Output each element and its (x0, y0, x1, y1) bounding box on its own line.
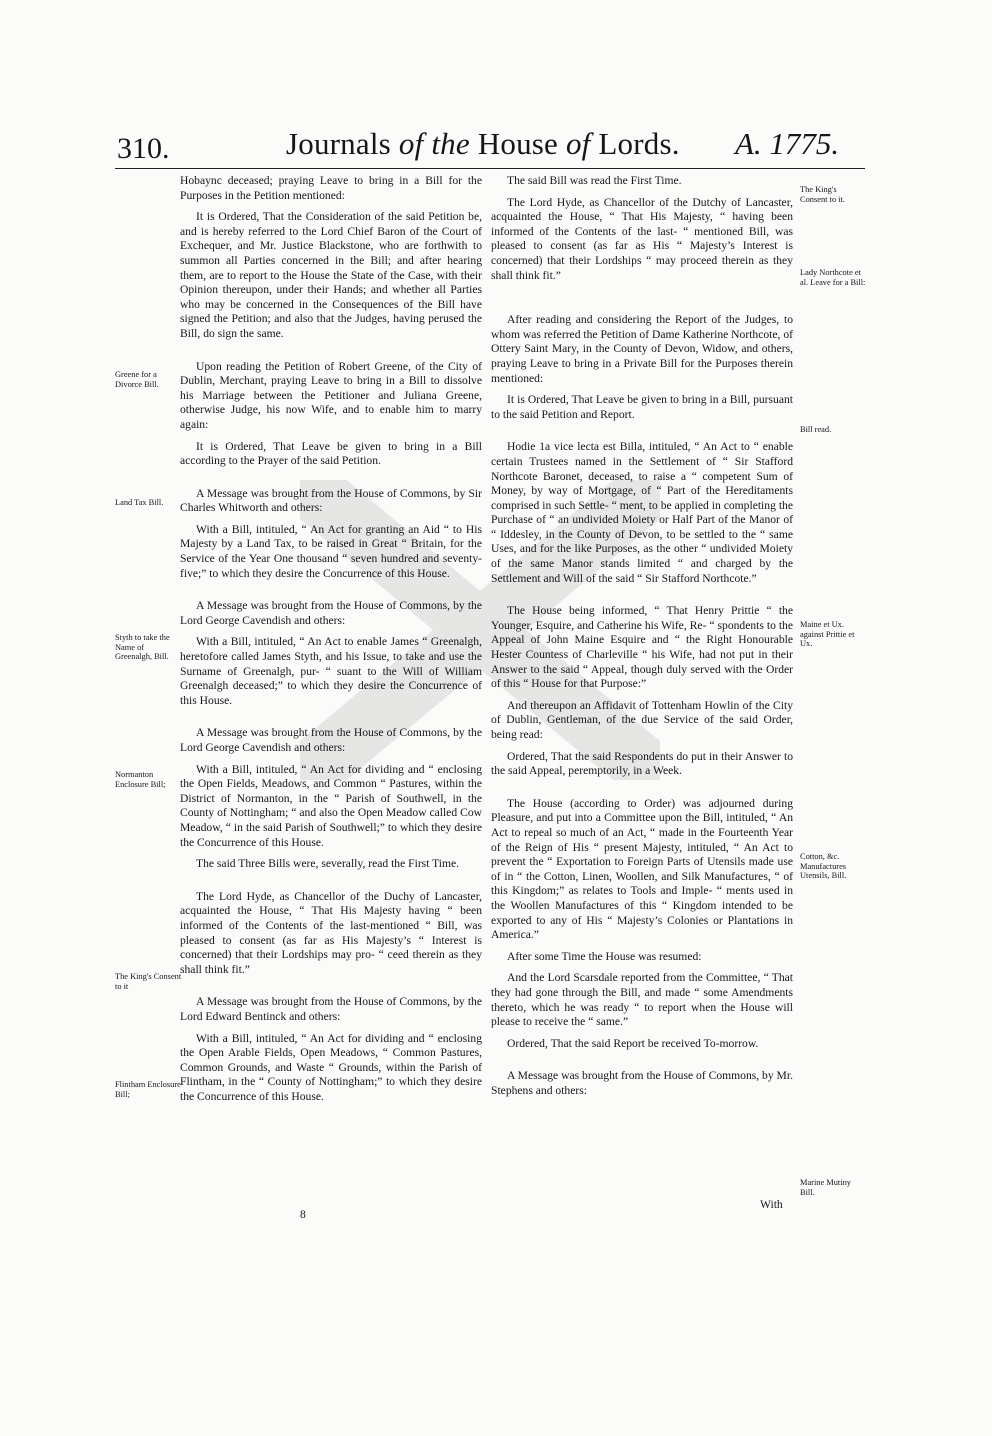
margin-note-marine: Marine Mutiny Bill. (800, 1178, 851, 1197)
paragraph: A Message was brought from the House of Commons, by the Lord George Cavendish and others: (180, 726, 482, 754)
paragraph: Hodie 1a vice lecta est Billa, intituled, “ An Act to “ enable certain Trustees named in the Settlement of “ Sir Stafford Northcote Baronet, deceased, to raise a “ competent Sum of Money, by way of Mortgage, of “ Part of the Hereditaments comprised in such Settle- “ ment, to be applied in completing the Purchase of “ an undivided Moiety or Half Part of the Manor of “ Iddesley, in the County of Devon, to be settled to the “ same Uses, and for the like Purposes, as the other “ undivided Moiety of the same Manor stands limited “ and charged by the Settlement and Will of the said “ Sir Stafford Northcote.” (491, 440, 793, 585)
margin-note-cotton: Cotton, &c. Manufactures Utensils, Bill. (800, 852, 847, 881)
left-column (180, 174, 482, 1111)
paragraph: And the Lord Scarsdale reported from the Committee, “ That they had gone through the Bill, and made “ some Amendments thereto, which he was ready “ to report when the House will please to receive the “ same.” (491, 971, 793, 1029)
title-house: House (477, 126, 558, 161)
paragraph: With a Bill, intituled, “ An Act to enable James “ Greenalgh, heretofore called James Styth, and his Issue, to take and use the Surname of Greenalgh, pur- “ suant to the Will of William Greenalgh deceased;” to which they desire the Concurrence of this House. (180, 635, 482, 707)
paragraph: Hobaync deceased; praying Leave to bring in a Bill for the Purposes in the Petition mentioned: (180, 174, 482, 202)
paragraph: The said Three Bills were, severally, read the First Time. (196, 857, 460, 871)
paragraph: With a Bill, intituled, “ An Act for dividing and “ enclosing the Open Fields, Meadows, and Common “ Pastures, within the District of Normanton, in the “ Parish of Southwell, in the County of Nottingham; “ and also the Open Meadow called Cow Meadow, “ in the said Parish of Southwell;” to which they desire the Concurrence of this House. (180, 762, 482, 849)
paragraph: After some Time the House was resumed: (507, 949, 702, 963)
margin-note-styth: Styth to take the Name of Greenalgh, Bill. (115, 633, 170, 662)
margin-note-greene: Greene for a Divorce Bill. (115, 370, 159, 389)
signature-mark: 8 (300, 1208, 306, 1221)
paragraph: A Message was brought from the House of Commons, by Sir Charles Whitworth and others: (180, 486, 482, 515)
margin-note-normanton: Normanton Enclosure Bill; (115, 770, 166, 789)
running-title (286, 126, 680, 162)
paragraph: With a Bill, intituled, “ An Act for granting an Aid “ to His Majesty by a Land Tax, to be raised in Great “ Britain, for the Service of the Year One thousand “ seven hundred and seventy-five;” to which they desire the Concurrence of this House. (180, 522, 482, 580)
paragraph: It is Ordered, That the Consideration of the said Petition be, and is hereby referred to the Lord Chief Baron of the Court of Exchequer, and Mr. Justice Blackstone, who are forthwith to summon all Parties concerned in the Bill; and after hearing them, are to report to the House the State of the Case, with their Opinion thereupon, under their Hands; and whether all Parties who may be concerned in the Consequences of the Bill have signed the Petition; and also that the Judges, having perused the Bill, do sign the same. (180, 210, 482, 340)
header-rule (115, 168, 865, 169)
paragraph: A Message was brought from the House of Commons, by the Lord George Cavendish and others: (180, 599, 482, 627)
paragraph: The said Bill was read the First Time. (507, 174, 682, 187)
margin-note-flintham: Flintham Enclosure Bill; (115, 1080, 181, 1099)
margin-note-bill-read: Bill read. (800, 425, 832, 434)
margin-note-northcote: Lady Northcote et al. Leave for a Bill: (800, 268, 866, 287)
title-of: of (565, 126, 591, 161)
margin-note-maine: Maine et Ux. against Prittie et Ux. (800, 620, 855, 649)
paragraph: A Message was brought from the House of Commons, by Mr. Stephens and others: (491, 1069, 793, 1097)
year-heading: A. 1775. (735, 126, 840, 161)
paragraph: With a Bill, intituled, “ An Act for dividing and “ enclosing the Open Arable Fields, Open Meadows, “ Common Pastures, Common Grounds, and Waste “ Grounds, within the Parish of Flintham, in the “ County of Nottingham;” to which they desire the Concurrence of this House. (180, 1031, 482, 1103)
right-column (491, 174, 793, 1105)
margin-note-land-tax: Land Tax Bill. (115, 498, 164, 507)
paragraph: Ordered, That the said Respondents do put in their Answer to the said Appeal, peremptorily, in a Week. (491, 749, 793, 778)
paragraph: The House being informed, “ That Henry Prittie “ the Younger, Esquire, and Catherine his Wife, Re- “ spondents to the Appeal of John Maine Esquire and “ the Right Honourable Hester Countess of Charleville “ his Wife, had not put in their Answer to the said “ Appeal, though duly served with the Order of this “ House for that Purpose:” (491, 604, 793, 691)
title-journals: Journals (286, 126, 391, 161)
page-number: 310. (117, 132, 170, 165)
title-of-the: of the (398, 126, 470, 161)
paragraph: Upon reading the Petition of Robert Greene, of the City of Dublin, Merchant, praying Leave to bring in a Bill to dissolve his Marriage between the Petitioner and Juliana Greene, otherwise Judge, his now Wife, and to enable him to marry again: (180, 359, 482, 431)
paragraph: The Lord Hyde, as Chancellor of the Dutchy of Lancaster, acquainted the House, “ That His Majesty, “ having been informed of the Contents of the last- “ mentioned Bill, was pleased to consent (as far as His “ Majesty’s Interest is concerned) that their Lordships “ may proceed therein as they shall think fit.” (491, 195, 793, 282)
paragraph: The House (according to Order) was adjourned during Pleasure, and put into a Committee upon the Bill, intituled, “ An Act to repeal so much of an Act, “ made in the Fourteenth Year of the Reign of His “ present Majesty, intituled, “ An Act to prevent the “ Exportation to Foreign Parts of Utensils made use of in “ the Cotton, Linen, Woollen, and Silk Manufactures, “ of this Kingdom;” as relates to Tools and Imple- “ ments used in the Woollen Manufactures of this “ Kingdom intended to be exported to any of His “ Majesty’s Colonies or Plantations in America.” (491, 796, 793, 942)
paragraph: The Lord Hyde, as Chancellor of the Duchy of Lancaster, acquainted the House, “ That His Majesty having “ been informed of the Contents of the last-mentioned “ Bill, was pleased to consent (as far as His Majesty’s “ Interest is concerned) that their Lordships may pro- “ ceed therein as they shall think fit.” (180, 889, 482, 976)
margin-note-kings-consent-right: The King's Consent to it. (800, 185, 845, 204)
margin-note-kings-consent: The King's Consent to it (115, 972, 182, 991)
paragraph: A Message was brought from the House of Commons, by the Lord Edward Bentinck and others: (180, 995, 482, 1023)
paragraph: It is Ordered, That Leave be given to bring in a Bill, pursuant to the said Petition and Report. (491, 393, 793, 421)
catchword: With (760, 1198, 783, 1211)
paragraph: After reading and considering the Report of the Judges, to whom was referred the Petition of Dame Katherine Northcote, of Ottery Saint Mary, in the County of Devon, Widow, and others, praying Leave to bring in a Private Bill for the Purposes therein mentioned: (491, 313, 793, 385)
paragraph: Ordered, That the said Report be received To-morrow. (507, 1036, 759, 1050)
paragraph: And thereupon an Affidavit of Tottenham Howlin of the City of Dublin, Gentleman, of the due Service of the said Order, being read: (491, 698, 793, 741)
title-lords: Lords. (598, 126, 680, 161)
paragraph: It is Ordered, That Leave be given to bring in a Bill according to the Prayer of the said Petition. (180, 439, 482, 468)
